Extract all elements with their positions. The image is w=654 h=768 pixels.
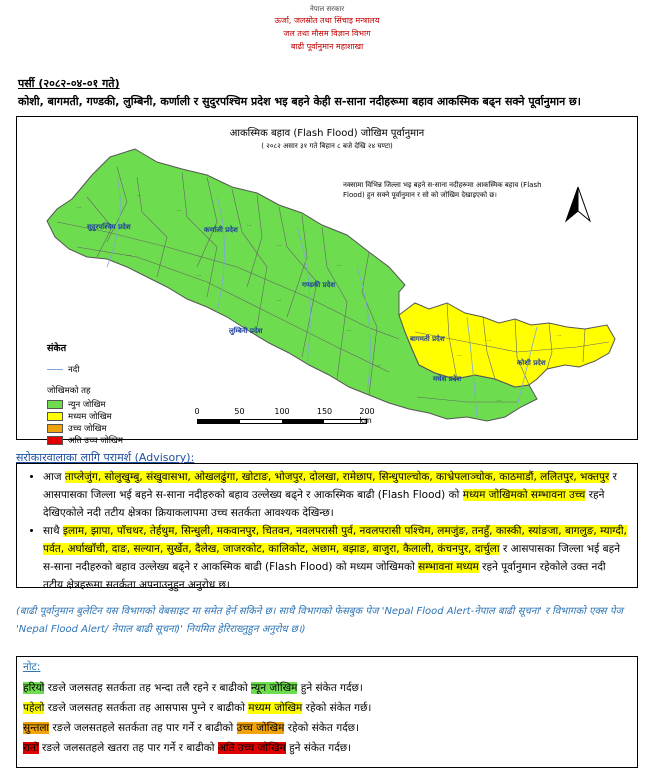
- legend-swatch-very-high: [47, 436, 63, 445]
- advisory-districts-high: ताप्लेजुंग, सोलुखुम्बु, संखुवासभा, ओखलढुंगा, खोटाङ, भोजपुर, दोलखा, रामेछाप, सिन्धुपाल्चोक, काभ्रेपलाञ्चोक, काठमाडौं, ललितपुर, भक्तपुर: [64, 471, 610, 483]
- province-label-karnali: कर्णाली प्रदेश: [204, 226, 238, 234]
- svg-text:···: ···: [127, 254, 132, 259]
- svg-text:···: ···: [347, 329, 352, 334]
- scale-tick: 50: [234, 407, 245, 416]
- advisory-text: रहने पूर्वानुमान रहेकोले उक्त नदी तटीय क्षेत्रहरूमा सतर्कता अपनाउनुहुन अनुरोध छ।: [43, 561, 606, 591]
- note-text: रङले जलसतहले सतर्कता तह पार गर्ने र बाढीको: [49, 722, 237, 734]
- note-line-green: [23, 678, 631, 698]
- legend-label-low: न्युन जोखिम: [68, 399, 106, 410]
- forecast-date: पर्सी (२०८२-०४-०१ गते): [18, 77, 120, 90]
- note-text: हुने संकेत गर्दछ।: [285, 742, 352, 754]
- flash-flood-map: [16, 116, 638, 446]
- province-label-koshi: कोशी प्रदेश: [517, 359, 546, 367]
- note-line-yellow: [23, 698, 631, 718]
- note-box: [16, 656, 638, 768]
- legend-label-high: उच्च जोखिम: [68, 423, 107, 434]
- river-line-icon: [47, 369, 63, 370]
- legend-item-very-high: [47, 434, 123, 446]
- scale-bar: [194, 407, 375, 425]
- svg-text:···: ···: [497, 399, 502, 404]
- scale-tick: 100: [274, 407, 290, 416]
- note-color-word: सुन्तला: [23, 722, 50, 734]
- note-color-word: रातो: [23, 742, 39, 754]
- note-color-word: पहेलो: [23, 702, 45, 714]
- advisory-title: सरोकारवालाका लागि परामर्श (Advisory):: [16, 451, 195, 464]
- scale-tick: 0: [194, 407, 200, 416]
- legend-item-medium: [47, 410, 123, 422]
- header-ministry: ऊर्जा, जलस्रोत तथा सिंचाइ मन्त्रालय: [274, 16, 380, 25]
- advisory-risk-level: सम्भावना मध्यम: [418, 561, 479, 573]
- advisory-risk-level: मध्यम जोखिमको सम्भावना उच्च: [462, 489, 586, 501]
- legend-swatch-low: [47, 400, 63, 409]
- note-title: नोट:: [23, 661, 41, 673]
- svg-text:···: ···: [487, 339, 492, 344]
- note-risk-word: अति उच्च जोखिम: [217, 742, 286, 754]
- province-label-bagmati: बागमती प्रदेश: [410, 335, 445, 343]
- svg-text:···: ···: [337, 264, 342, 269]
- advisory-bullet-1: [43, 468, 629, 522]
- note-text: रङले जलसतह सतर्कता तह आसपास पुग्ने र बाढीको: [44, 702, 249, 714]
- province-label-sudurpashchim: सुदुरपश्चिम प्रदेश: [87, 223, 131, 231]
- legend-item-low: [47, 398, 123, 410]
- svg-text:···: ···: [277, 244, 282, 249]
- note-risk-word: न्यून जोखिम: [251, 682, 298, 694]
- map-title: आकस्मिक बहाव (Flash Flood) जोखिम पूर्वानुमान: [229, 128, 425, 139]
- svg-text:···: ···: [197, 274, 202, 279]
- province-label-gandaki: गण्डकी प्रदेश: [302, 281, 336, 289]
- svg-text:···: ···: [277, 299, 282, 304]
- legend-item-high: [47, 422, 123, 434]
- header-division: बाढी पूर्वानुमान महाशाखा: [290, 42, 364, 51]
- svg-text:···: ···: [247, 224, 252, 229]
- advisory-bullet-2: [43, 522, 629, 594]
- website-note: (बाढी पूर्वानुमान बुलेटिन यस विभागको वेबसाइट मा समेत हेर्न सकिने छ। साथै विभागको फेसबुक पेज 'Nepal Flood Alert-नेपाल बाढी सूचना' र विभागको एक्स पेज 'Nepal Flood Alert/ नेपाल बाढी सूचना)' नियमित हेरिराख्नुहुन अनुरोध छ।): [16, 606, 623, 635]
- advisory-text: रहने देखिएकोले नदी तटीय क्षेत्रका क्रियाकलापमा उच्च सतर्कता आवश्यक देखिन्छ।: [43, 489, 605, 519]
- svg-text:···: ···: [377, 364, 382, 369]
- note-color-word: हरियो: [23, 682, 45, 694]
- header-department: जल तथा मौसम विज्ञान विभाग: [283, 29, 371, 38]
- note-line-red: [23, 738, 631, 758]
- north-arrow-icon: [563, 185, 593, 225]
- map-note: नक्सामा विभिन्न जिल्ला भइ बहने स-साना नदीहरूमा आकस्मिक बहाव (Flash Flood) हुन सक्ने पूर्वानुमान र सो को जोखिम देखाइएको छ।: [343, 181, 542, 199]
- advisory-box: [16, 463, 638, 591]
- legend-river: [47, 364, 123, 375]
- legend-river-label: नदी: [68, 365, 80, 375]
- scale-tick: 150: [316, 407, 333, 416]
- note-text: रहेको संकेत गर्दछ।: [284, 722, 360, 734]
- map-legend: [47, 341, 123, 446]
- legend-swatch-medium: [47, 412, 63, 421]
- advisory-text: र आसपासका जिल्ला भई बहने स-साना नदीहरुको बहाव उल्लेख्य बढ्ने र आकस्मिक बाढी (Flash Flood) को मध्यम जोखिमको: [43, 543, 621, 573]
- legend-swatch-high: [47, 424, 63, 433]
- scale-tick: 200 km: [359, 407, 375, 425]
- note-risk-word: मध्यम जोखिम: [248, 702, 303, 714]
- svg-text:···: ···: [137, 194, 142, 199]
- advisory-text: साथै: [43, 525, 63, 537]
- legend-risk-title: जोखिमको तह: [47, 386, 91, 396]
- svg-text:···: ···: [557, 334, 562, 339]
- forecast-summary: कोशी, बागमती, गण्डकी, लुम्बिनी, कर्णाली र सुदुरपश्चिम प्रदेश भइ बहने केही स-साना नदीहरूमा बहाव आकस्मिक बढ्न सक्ने पूर्वानुमान छ।: [18, 95, 581, 108]
- svg-text:···: ···: [457, 354, 462, 359]
- scale-bar-graphic: [197, 419, 367, 424]
- advisory-text: र आसपासका जिल्ला भई बहने स-साना नदीहरुको बहाव उल्लेख्य बढ्ने र आकस्मिक बाढी (Flash Flood) को: [43, 471, 617, 501]
- map-subtitle: ( २०८२ असार ३१ गते बिहान ८ बजे देखि २४ घण्टा): [261, 142, 393, 150]
- legend-label-medium: मध्यम जोखिम: [68, 411, 112, 422]
- note-line-orange: [23, 718, 631, 738]
- note-text: रङले जलसतह सतर्कता तह भन्दा तलै रहने र बाढीको: [44, 682, 252, 694]
- note-risk-word: उच्च जोखिम: [236, 722, 285, 734]
- svg-text:···: ···: [177, 209, 182, 214]
- note-text: रहेको संकेत गर्छ।: [302, 702, 372, 714]
- legend-label-very-high: अति उच्च जोखिम: [68, 435, 123, 446]
- note-text: रङले जलसतहले खतरा तह पार गर्ने र बाढीको: [38, 742, 218, 754]
- note-text: हुने संकेत गर्दछ।: [297, 682, 363, 694]
- legend-title: संकेत: [47, 343, 67, 354]
- advisory-text: आज: [43, 471, 65, 483]
- header-government: नेपाल सरकार: [309, 5, 345, 13]
- advisory-districts-medium: इलाम, झापा, पाँचथर, तेर्हथुम, सिन्धुली, मकवानपुर, चितवन, नवलपरासी पुर्व, नवलपरासी पश्चिम, लमजुंङ, तनहुँ, कास्की, स्यांङजा, बागलुङ, म्याग्दी, पर्वत, अर्घाखाँची, दाङ, सल्यान, सुर्खेत, दैलेख, जाजरकोट, कालिकोट, अछाम, बझाङ, बाजुरा, कैलाली, कंचनपुर, दार्चुला: [43, 525, 627, 555]
- province-label-lumbini: लुम्बिनी प्रदेश: [229, 327, 263, 335]
- svg-text:···: ···: [77, 206, 82, 211]
- province-label-madhesh: मधेश प्रदेश: [433, 375, 462, 383]
